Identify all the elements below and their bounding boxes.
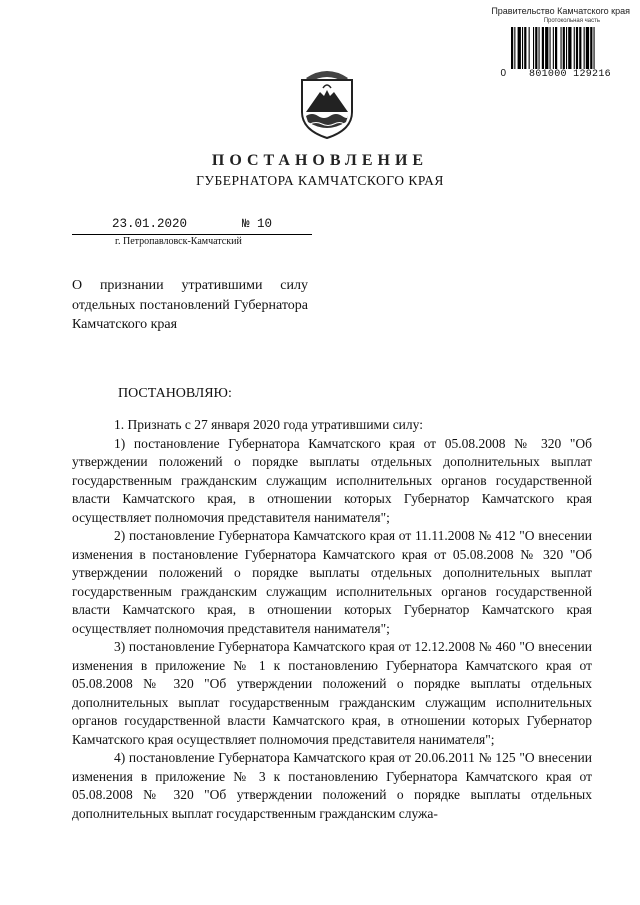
barcode-bar bbox=[576, 27, 578, 69]
barcode-bar bbox=[529, 27, 530, 69]
barcode-bar bbox=[524, 27, 526, 69]
barcode-prefix: 0 bbox=[500, 68, 506, 79]
barcode-bar bbox=[514, 27, 515, 69]
barcode-bar bbox=[533, 27, 534, 69]
barcode-bar bbox=[586, 27, 589, 69]
body-paragraph: 1. Признать с 27 января 2020 года утратившими силу: bbox=[114, 417, 423, 432]
document-date: 23.01.2020 bbox=[112, 217, 188, 231]
stamp-part: Протокольная часть bbox=[543, 18, 600, 24]
barcode-bar bbox=[594, 27, 595, 69]
barcode-bar bbox=[561, 27, 562, 69]
barcode-bar bbox=[518, 27, 521, 69]
kamchatka-emblem-icon bbox=[298, 64, 356, 140]
barcode-bar bbox=[566, 27, 567, 69]
registry-stamp bbox=[470, 6, 630, 81]
decree-word: ПОСТАНОВЛЯЮ: bbox=[118, 386, 232, 401]
stamp-organization: Правительство Камчатского края bbox=[491, 6, 630, 16]
barcode-bar bbox=[542, 27, 544, 69]
barcode-bar bbox=[550, 27, 551, 69]
barcode-bar bbox=[574, 27, 575, 69]
body-paragraph: 4) постановление Губернатора Камчатского края от 20.06.2011 № 125 "О внесении изменения в приложение № 3 к постановлению Губернатора Камчатского края от 05.08.2008 № 320 "Об утверждении положений о порядке выплаты отдельных дополнительных выплат государственным гражданским служа- bbox=[72, 750, 592, 821]
barcode-bar bbox=[545, 27, 548, 69]
document-place: г. Петропавловск-Камчатский bbox=[115, 236, 242, 247]
document-body bbox=[72, 416, 592, 823]
document-number: № 10 bbox=[242, 217, 273, 231]
document-subtitle: ГУБЕРНАТОРА КАМЧАТСКОГО КРАЯ bbox=[196, 173, 444, 188]
body-paragraph: 3) постановление Губернатора Камчатского края от 12.12.2008 № 460 "О внесении изменения в приложение № 1 к постановлению Губернатора Камчатского края от 05.08.2008 № 320 "Об утверждении положений о порядке выплаты отдельных дополнительных выплат государственным гражданским служащим исполнительных органов государственной власти Камчатского края, в отношении которых Губернатор Камчатского края осуществляет полномочия представителя нанимателя"; bbox=[72, 639, 592, 747]
barcode-bar bbox=[522, 27, 523, 69]
barcode-bar bbox=[568, 27, 571, 69]
barcode-bar bbox=[511, 27, 513, 69]
barcode-bar bbox=[555, 27, 557, 69]
barcode-bar bbox=[539, 27, 540, 69]
body-paragraph: 1) постановление Губернатора Камчатского края от 05.08.2008 № 320 "Об утверждении положений о порядке выплаты отдельных дополнительных выплат государственным гражданским служащим исполнительных органов государственной власти Камчатского края, в отношении которых Губернатор Камчатского края осуществляет полномочия представителя нанимателя"; bbox=[72, 435, 592, 525]
document-subject: О признании утратившими силу отдельных постановлений Губернатора Камчатского края bbox=[72, 278, 308, 332]
barcode-bar bbox=[553, 27, 554, 69]
barcode-bar bbox=[563, 27, 565, 69]
barcode-block bbox=[470, 27, 630, 81]
body-paragraph: 2) постановление Губернатора Камчатского края от 11.11.2008 № 412 "О внесении изменения в постановление Губернатора Камчатского края от 05.08.2008 № 320 "Об утверждении положений о порядке выплаты отдельных дополнительных выплат государственным гражданским служащим исполнительных органов государственной власти Камчатского края, в отношении которых Губернатор Камчатского края осуществляет полномочия представителя нанимателя"; bbox=[72, 528, 592, 636]
barcode-bar bbox=[584, 27, 585, 69]
barcode-bar bbox=[579, 27, 581, 69]
barcode-image bbox=[510, 27, 630, 69]
document-title: ПОСТАНОВЛЕНИЕ bbox=[211, 152, 429, 169]
barcode-bar bbox=[590, 27, 592, 69]
barcode-number: 801000 129216 bbox=[529, 69, 611, 80]
date-number-line bbox=[72, 216, 312, 235]
barcode-bar bbox=[535, 27, 537, 69]
